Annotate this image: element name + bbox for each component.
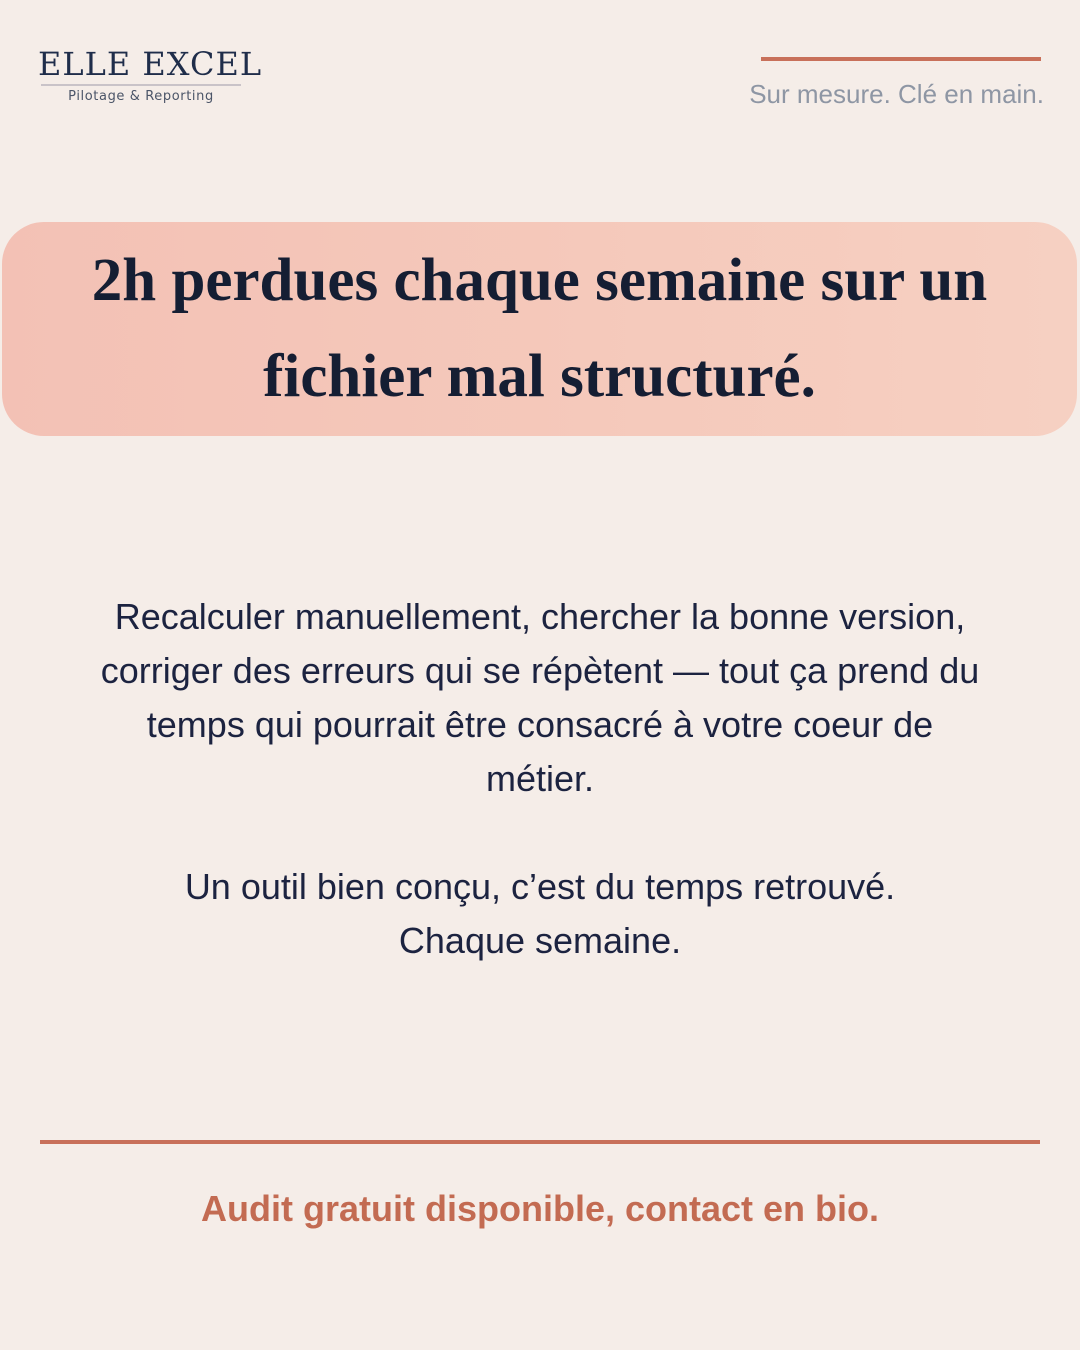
benefit-line-weekly: Chaque semaine.: [398, 920, 682, 961]
brand-subtitle: Pilotage & Reporting: [68, 89, 214, 104]
body-paragraph-benefit: [90, 860, 990, 968]
footer-accent-line: [40, 1140, 1040, 1144]
brand-name: ELLE EXCEL: [38, 45, 263, 83]
header-tagline: Sur mesure. Clé en main.: [749, 79, 1044, 109]
call-to-action: Audit gratuit disponible, contact en bio.: [201, 1188, 879, 1229]
headline: 2h perdues chaque semaine sur un fichier mal structuré.: [91, 247, 988, 410]
body-copy: [90, 590, 990, 968]
body-paragraph-problem: Recalculer manuellement, chercher la bonne version, corriger des erreurs qui se répètent — tout ça prend du temps qui pourrait être consacré à votre coeur de métier.: [100, 596, 980, 799]
brand-logo: [38, 44, 263, 108]
benefit-line: Un outil bien conçu, c’est du temps retrouvé.: [184, 866, 896, 907]
headline-banner: [2, 222, 1077, 436]
header-accent-line: [761, 57, 1041, 61]
